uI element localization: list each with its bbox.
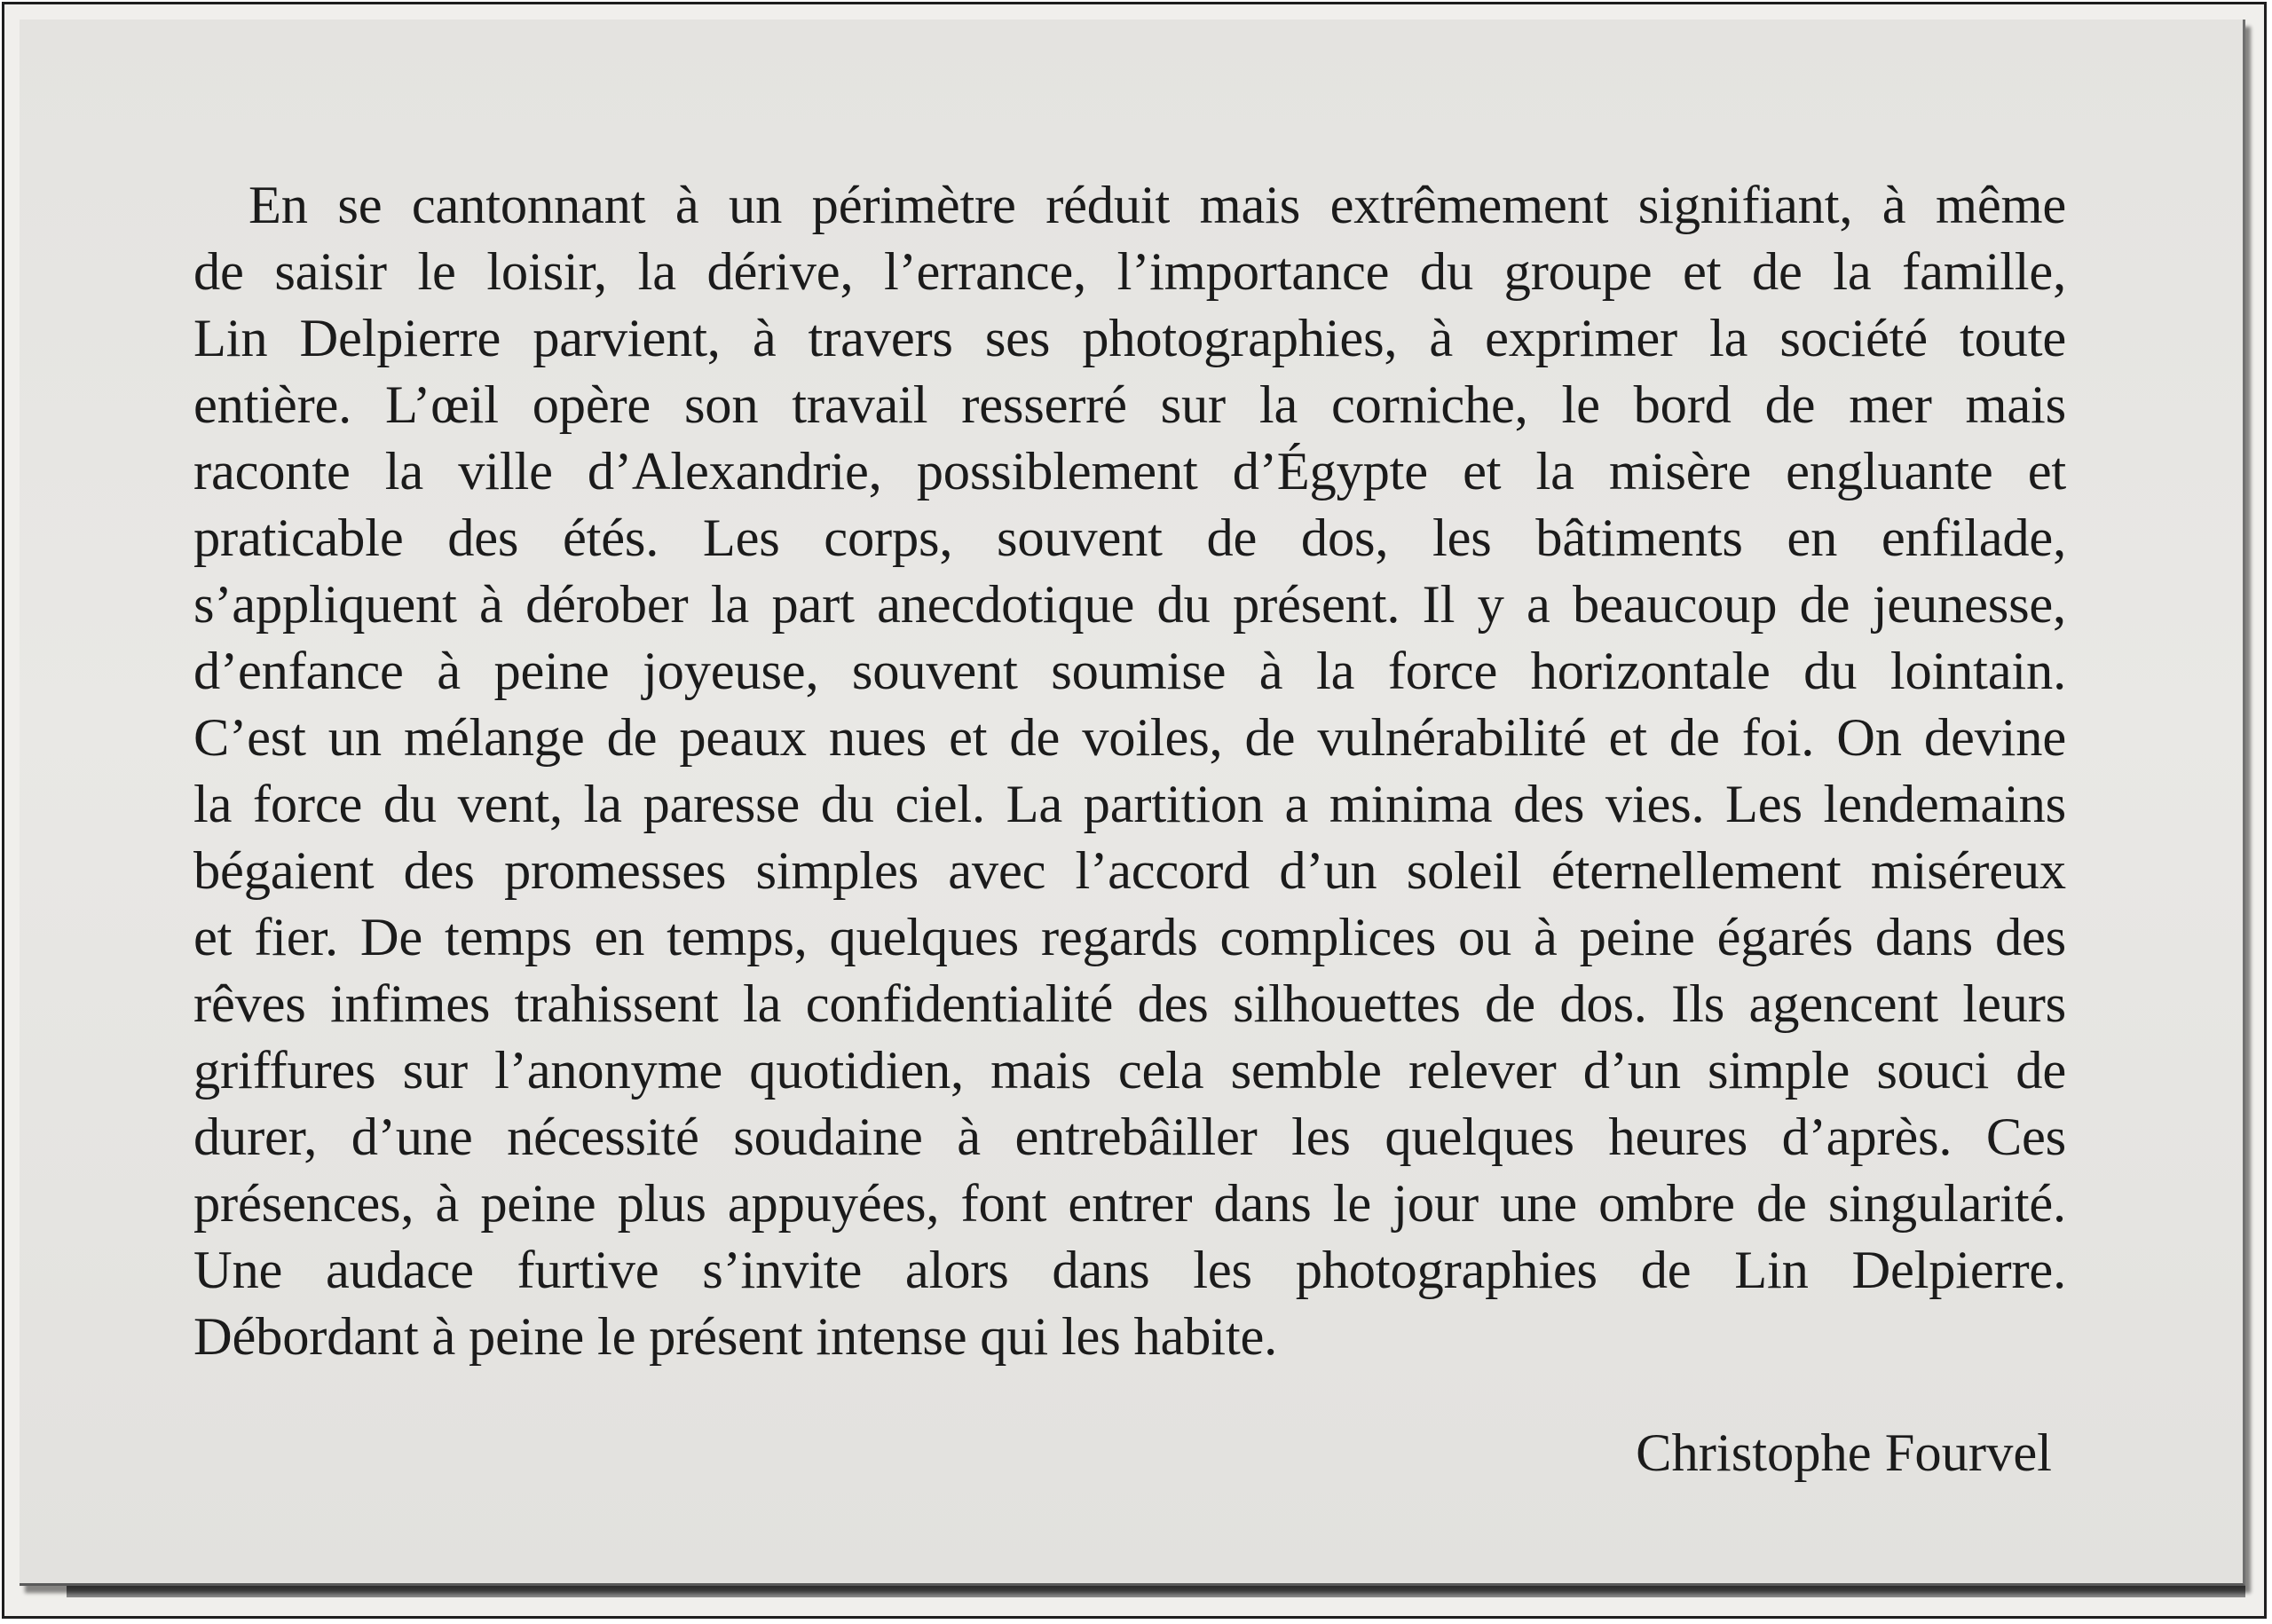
text-line: rêves infimes trahissent la confidentialité des silhouettes de dos. Ils agencent leurs: [193, 974, 2066, 1034]
text-line: entière. L’œil opère son travail resserré sur la corniche, le bord de mer mais: [193, 375, 2066, 435]
text-line: Lin Delpierre parvient, à travers ses photographies, à exprimer la société toute: [193, 309, 2066, 368]
text-line: durer, d’une nécessité soudaine à entrebâiller les quelques heures d’après. Ces: [193, 1108, 2066, 1167]
text-line: la force du vent, la paresse du ciel. La partition a minima des vies. Les lendemains: [193, 775, 2066, 834]
body-paragraph: [193, 172, 2066, 1370]
text-line: praticable des étés. Les corps, souvent de dos, les bâtiments en enfilade,: [193, 508, 2066, 568]
text-line: bégaient des promesses simples avec l’accord d’un soleil éternellement miséreux: [193, 841, 2066, 901]
text-line: s’appliquent à dérober la part anecdotique du présent. Il y a beaucoup de jeunesse,: [193, 575, 2066, 635]
text-line: d’enfance à peine joyeuse, souvent soumise à la force horizontale du lointain.: [193, 642, 2066, 701]
text-line: C’est un mélange de peaux nues et de voiles, de vulnérabilité et de foi. On devine: [193, 708, 2066, 768]
text-line: En se cantonnant à un périmètre réduit mais extrêmement signifiant, à même: [248, 176, 2066, 235]
card-shadow: [67, 1585, 2245, 1597]
text-line: de saisir le loisir, la dérive, l’errance, l’importance du groupe et de la famille,: [193, 242, 2066, 302]
text-line: griffures sur l’anonyme quotidien, mais cela semble relever d’un simple souci de: [193, 1041, 2066, 1100]
text-line: présences, à peine plus appuyées, font entrer dans le jour une ombre de singularité.: [193, 1174, 2066, 1234]
text-line: raconte la ville d’Alexandrie, possiblement d’Égypte et la misère engluante et: [193, 442, 2066, 501]
text-line: Débordant à peine le présent intense qui les habite.: [193, 1307, 1278, 1367]
author-signature: Christophe Fourvel: [1636, 1423, 2052, 1483]
text-line: Une audace furtive s’invite alors dans les photographies de Lin Delpierre.: [193, 1241, 2066, 1300]
text-line: et fier. De temps en temps, quelques regards complices ou à peine égarés dans des: [193, 908, 2066, 967]
